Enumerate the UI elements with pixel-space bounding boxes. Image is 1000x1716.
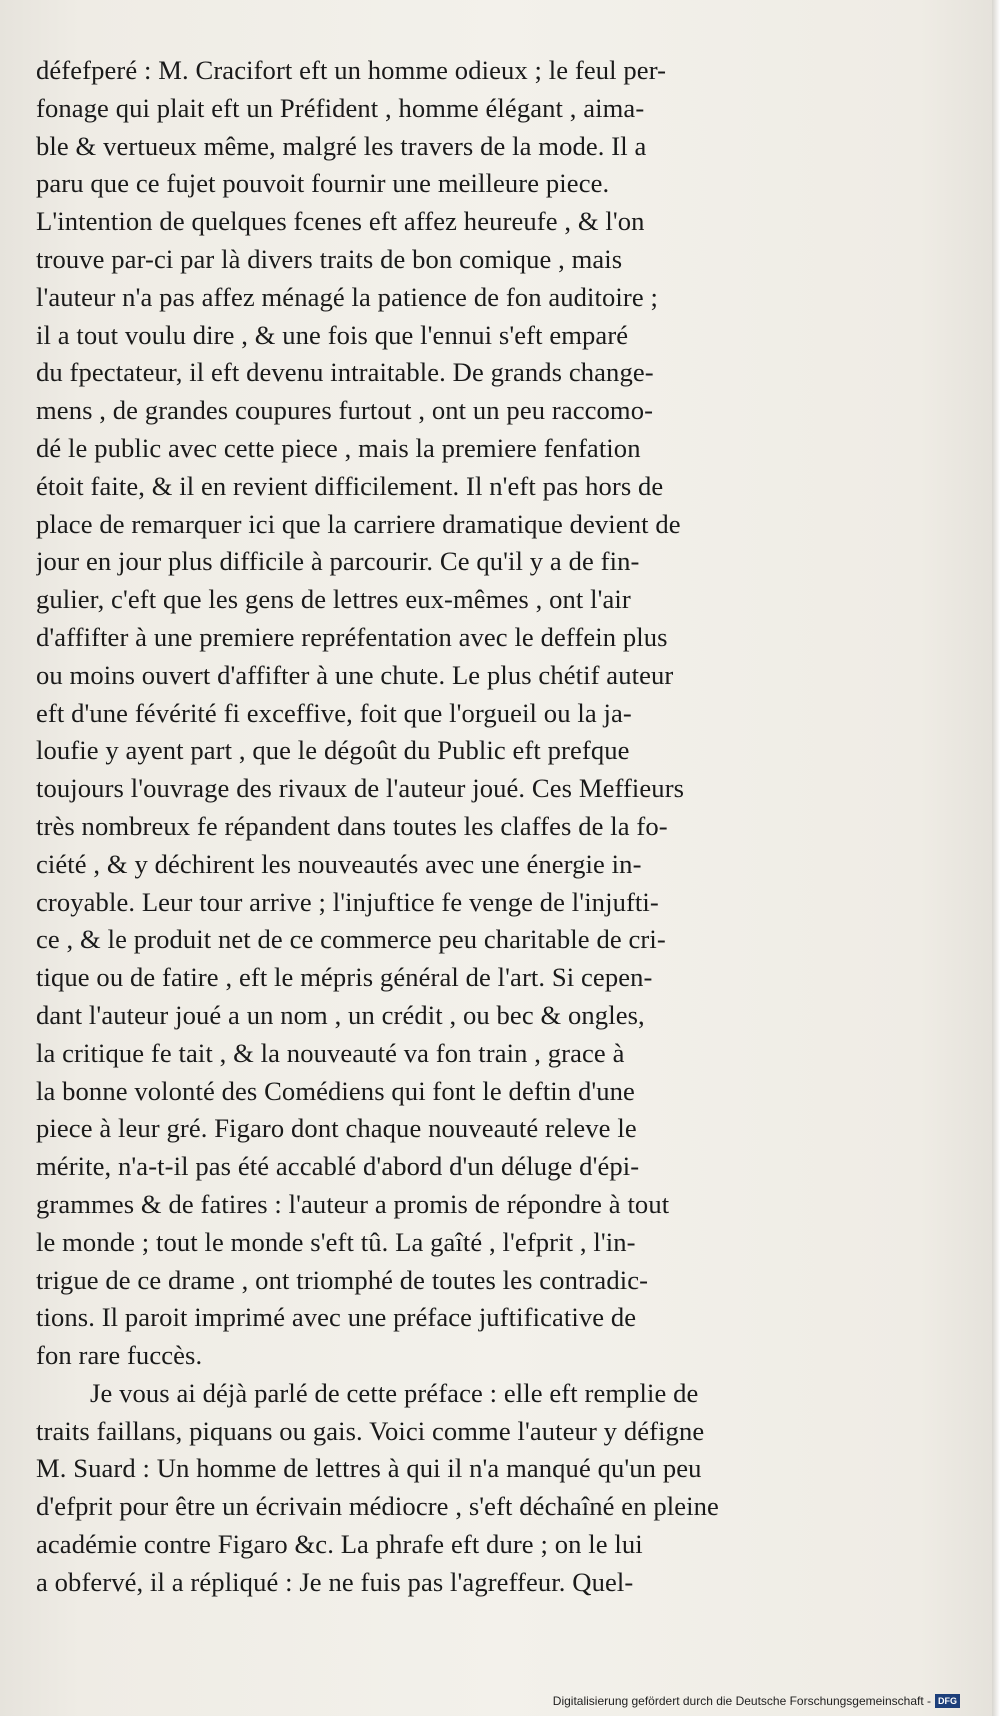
text-line: du fpectateur, il eft devenu intraitable. De grands change-: [36, 357, 654, 388]
text-line: trouve par-ci par là divers traits de bon comique , mais: [36, 243, 623, 274]
text-line: ciété , & y déchirent les nouveautés avec une énergie in-: [36, 848, 642, 879]
text-line: loufie y ayent part , que le dégoût du Public eft prefque: [36, 735, 630, 766]
credit-text: Digitalisierung gefördert durch die Deutsche Forschungsgemeinschaft -: [552, 1694, 931, 1708]
page-edge: [992, 0, 1000, 1716]
text-line: tions. Il paroit imprimé avec une préface juftificative de: [36, 1302, 637, 1333]
text-line: d'efprit pour être un écrivain médiocre , s'eft déchaîné en pleine: [36, 1491, 719, 1522]
paragraph-2: [36, 1375, 956, 1602]
text-line: place de remarquer ici que la carriere dramatique devient de: [36, 508, 681, 539]
text-line: le monde ; tout le monde s'eft tû. La gaîté , l'efprit , l'in-: [36, 1226, 636, 1257]
text-line: dant l'auteur joué a un nom , un crédit , ou bec & ongles,: [36, 999, 645, 1030]
text-line: a obfervé, il a répliqué : Je ne fuis pas l'agreffeur. Quel-: [36, 1566, 634, 1597]
text-line: mérite, n'a-t-il pas été accablé d'abord d'un déluge d'épi-: [36, 1151, 640, 1182]
text-line: grammes & de fatires : l'auteur a promis de répondre à tout: [36, 1188, 670, 1219]
text-line: L'intention de quelques fcenes eft affez heureufe , & l'on: [36, 206, 645, 237]
text-line: tique ou de fatire , eft le mépris général de l'art. Si cepen-: [36, 962, 653, 993]
text-line: gulier, c'eft que les gens de lettres eux-mêmes , ont l'air: [36, 584, 631, 615]
text-line: ce , & le produit net de ce commerce peu charitable de cri-: [36, 924, 666, 955]
text-line: académie contre Figaro &c. La phrafe eft dure ; on le lui: [36, 1529, 643, 1560]
text-line: très nombreux fe répandent dans toutes les claffes de la fo-: [36, 810, 668, 841]
text-line: traits faillans, piquans ou gais. Voici comme l'auteur y défigne: [36, 1415, 705, 1446]
text-line: la critique fe tait , & la nouveauté va fon train , grace à: [36, 1037, 625, 1068]
text-line: piece à leur gré. Figaro dont chaque nouveauté releve le: [36, 1113, 637, 1144]
text-line: il a tout voulu dire , & une fois que l'ennui s'eft emparé: [36, 319, 629, 350]
text-line: d'affifter à une premiere repréfentation avec le deffein plus: [36, 621, 668, 652]
paragraph-1: [36, 52, 956, 1375]
text-line: ou moins ouvert d'affifter à une chute. Le plus chétif auteur: [36, 659, 674, 690]
text-line: fonage qui plait eft un Préfident , homme élégant , aima-: [36, 92, 645, 123]
text-line: eft d'une févérité fi exceffive, foit que l'orgueil ou la ja-: [36, 697, 632, 728]
digitization-credit: [553, 1694, 960, 1708]
text-line: paru que ce fujet pouvoit fournir une meilleure piece.: [36, 168, 610, 199]
text-line: jour en jour plus difficile à parcourir. Ce qu'il y a de fin-: [36, 546, 640, 577]
text-line: l'auteur n'a pas affez ménagé la patience de fon auditoire ;: [36, 281, 659, 312]
text-line: toujours l'ouvrage des rivaux de l'auteur joué. Ces Meffieurs: [36, 773, 685, 804]
page-body-text: [36, 52, 956, 1602]
text-line: M. Suard : Un homme de lettres à qui il n'a manqué qu'un peu: [36, 1453, 702, 1484]
text-line: ble & vertueux même, malgré les travers de la mode. Il a: [36, 130, 647, 161]
text-line: étoit faite, & il en revient difficilement. Il n'eft pas hors de: [36, 470, 664, 501]
text-line: dé le public avec cette piece , mais la premiere fenfation: [36, 432, 641, 463]
text-line: Je vous ai déjà parlé de cette préface : elle eft remplie de: [90, 1377, 699, 1408]
text-line: croyable. Leur tour arrive ; l'injuftice fe venge de l'injufti-: [36, 886, 659, 917]
text-line: fon rare fuccès.: [36, 1340, 203, 1371]
text-line: trigue de ce drame , ont triomphé de toutes les contradic-: [36, 1264, 649, 1295]
text-line: défefperé : M. Cracifort eft un homme odieux ; le feul per-: [36, 55, 667, 85]
text-line: la bonne volonté des Comédiens qui font le deftin d'une: [36, 1075, 635, 1106]
text-line: mens , de grandes coupures furtout , ont un peu raccomo-: [36, 395, 654, 426]
dfg-logo: DFG: [935, 1694, 960, 1708]
